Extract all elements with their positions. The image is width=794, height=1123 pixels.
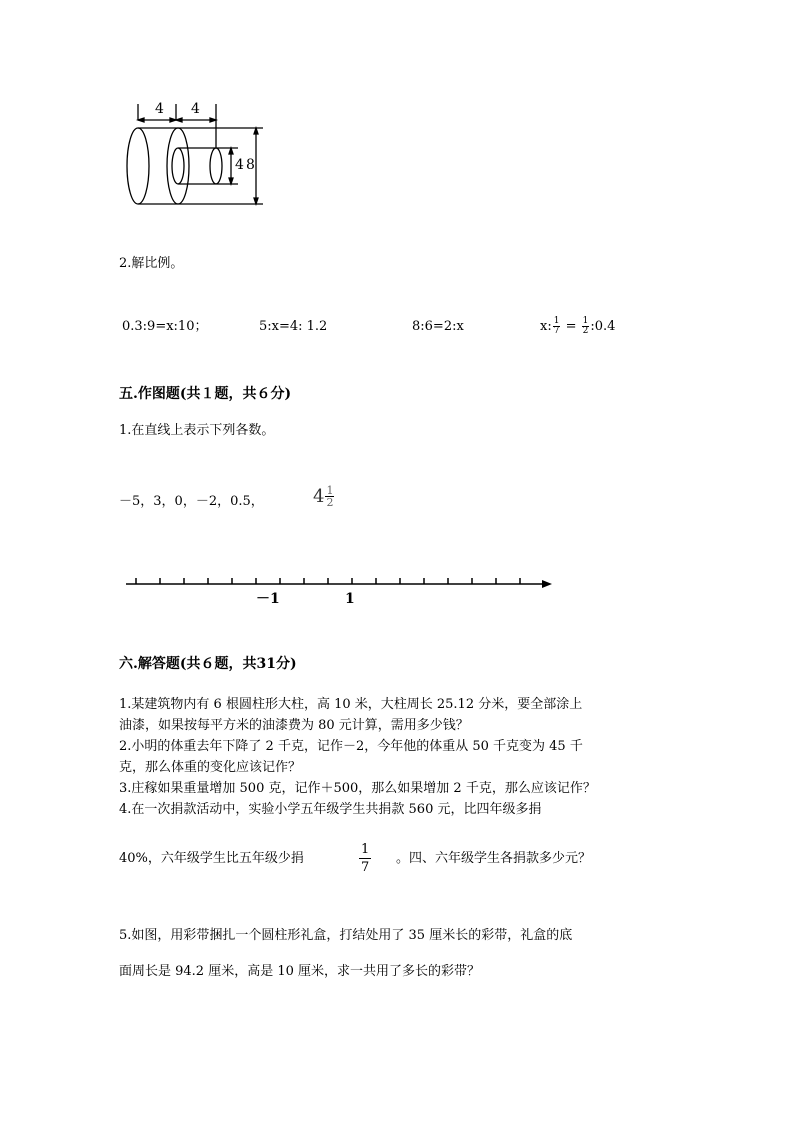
q4-fraction: 1 7 (361, 842, 370, 875)
fraction-one-half: $\frac{1}{2}$ (582, 316, 589, 336)
section-6-q4-line2b: 。四、六年级学生各捐款多少元？ (396, 851, 592, 866)
section-5-q1: 1.在直线上表示下列各数。 (119, 423, 275, 438)
axis-label-neg1: －1 (256, 591, 280, 607)
section-6-heading: 六.解答题(共６题，共31分) (119, 656, 297, 672)
axis-label-1: 1 (345, 591, 355, 607)
dim-inner-height: 4 (235, 157, 244, 173)
proportion-2: 5:x=4: 1.2 (259, 319, 328, 334)
section-6-q2-line2: 克，那么体重的变化应该记作？ (119, 760, 302, 775)
section-6-q1-line1: 1.某建筑物内有 6 根圆柱形大柱，高 10 米，大柱周长 25.12 分米，要全部涂上 (119, 697, 583, 712)
section-6-q4-line1: 4.在一次捐款活动中，实验小学五年级学生共捐款 560 元，比四年级多捐 (119, 802, 542, 817)
dim-top-left: 4 (155, 101, 164, 117)
section-6-q5-line1: 5.如图，用彩带捆扎一个圆柱形礼盒，打结处用了 35 厘米长的彩带，礼盒的底 (119, 928, 573, 943)
proportion-4: x: $\frac{1}{7}$ = $\frac{1}{2}$ :0.4 (540, 316, 616, 336)
dim-outer-height: 8 (246, 157, 255, 173)
section-6-q3: 3.庄稼如果重量增加 500 克，记作＋500，那么如果增加 2 千克，那么应该记作？ (119, 781, 596, 796)
section-6-q5-line2: 面周长是 94.2 厘米，高是 10 厘米，求一共用了多长的彩带？ (119, 964, 481, 979)
section-6-q4-line2a: 40%，六年级学生比五年级少捐 (119, 851, 304, 866)
section-6-q1-line2: 油漆，如果按每平方米的油漆费为 80 元计算，需用多少钱？ (119, 718, 469, 733)
fraction-one-seventh: $\frac{1}{7}$ (553, 316, 560, 336)
mixed-number: 4 $\frac{1}{2}$ (313, 484, 334, 509)
numbers-list: －5，3，0，－2，0.5， (119, 494, 264, 509)
dim-top-right: 4 (191, 101, 200, 117)
proportion-3: 8:6=2:x (412, 319, 464, 334)
number-line (120, 574, 560, 594)
q2-title: 2.解比例。 (119, 256, 184, 271)
section-5-heading: 五.作图题(共１题，共６分) (119, 386, 292, 402)
proportion-1: 0.3:9=x:10； (122, 319, 208, 334)
section-6-q2-line1: 2.小明的体重去年下降了 2 千克，记作－2，今年他的体重从 50 千克变为 45 千 (119, 739, 583, 754)
